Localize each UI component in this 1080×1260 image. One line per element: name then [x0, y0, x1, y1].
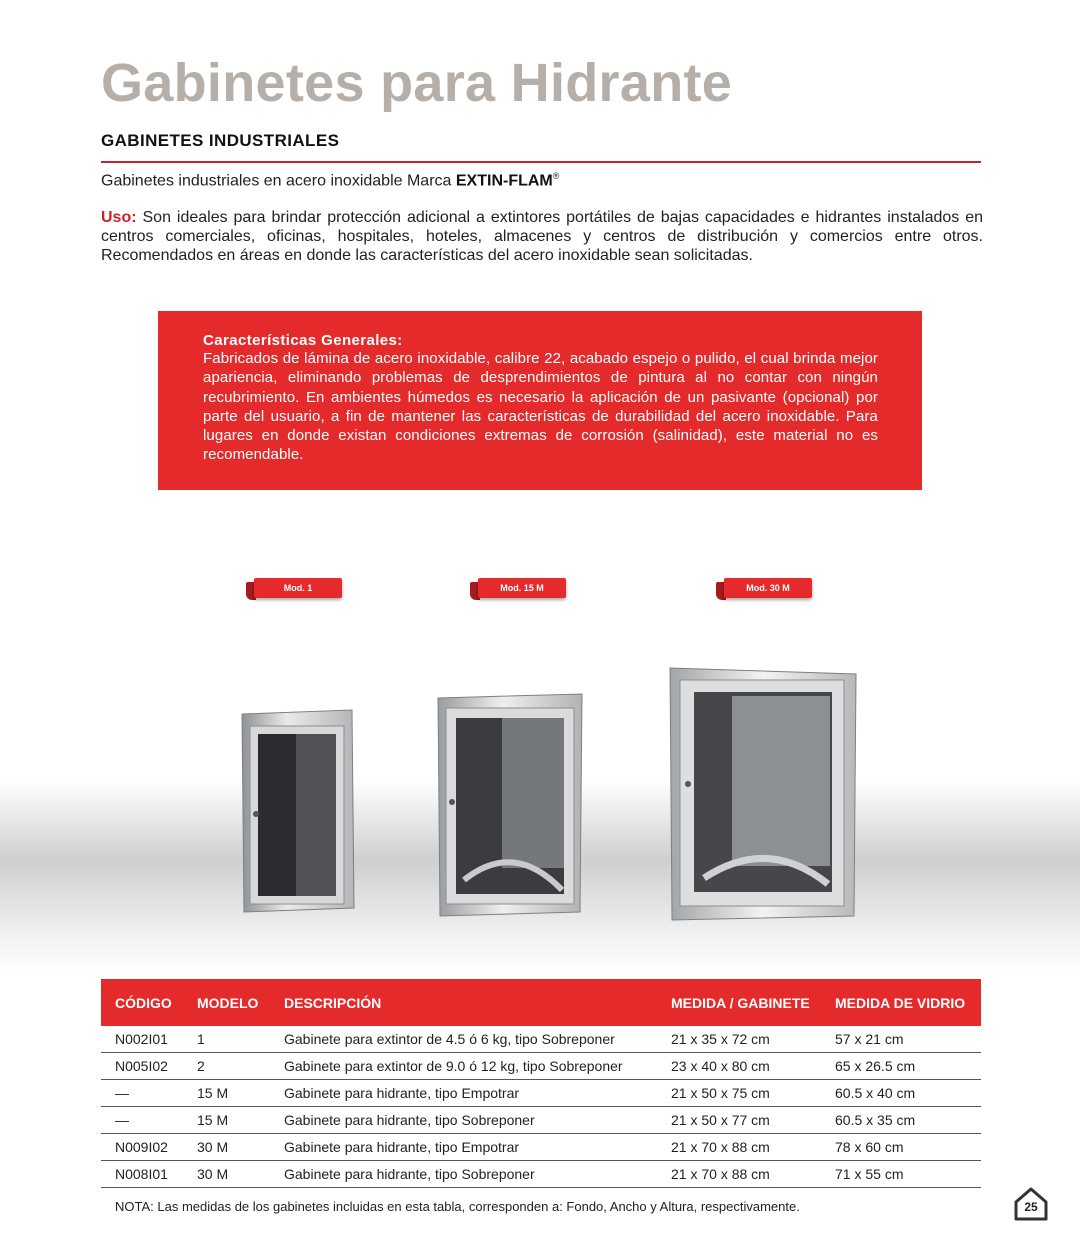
header-modelo: MODELO — [183, 979, 270, 1026]
header-descripcion: DESCRIPCIÓN — [270, 979, 657, 1026]
cell-modelo: 15 M — [183, 1080, 270, 1107]
table-row — [101, 1161, 981, 1188]
table-row — [101, 1026, 981, 1053]
table-row — [101, 1080, 981, 1107]
cell-codigo: N002I01 — [101, 1026, 183, 1053]
cell-medida-gabinete: 21 x 50 x 75 cm — [657, 1080, 821, 1107]
usage-label: Uso: — [101, 209, 137, 226]
cell-descripcion: Gabinete para extintor de 4.5 ó 6 kg, tipo Sobreponer — [270, 1026, 657, 1053]
features-box — [158, 311, 922, 490]
cell-medida-vidrio: 60.5 x 40 cm — [821, 1080, 981, 1107]
cell-codigo: — — [101, 1107, 183, 1134]
cell-modelo: 2 — [183, 1053, 270, 1080]
cell-medida-vidrio: 57 x 21 cm — [821, 1026, 981, 1053]
cell-codigo: N005I02 — [101, 1053, 183, 1080]
section-title: GABINETES INDUSTRIALES — [101, 131, 340, 150]
brand-name: EXTIN-FLAM — [455, 172, 553, 190]
table-row — [101, 1134, 981, 1161]
cell-descripcion: Gabinete para hidrante, tipo Empotrar — [270, 1080, 657, 1107]
cell-medida-vidrio: 60.5 x 35 cm — [821, 1107, 981, 1134]
cell-modelo: 15 M — [183, 1107, 270, 1134]
cell-modelo: 30 M — [183, 1161, 270, 1188]
header-medida-vidrio: MEDIDA DE VIDRIO — [821, 979, 981, 1026]
page-number-badge — [1011, 1184, 1051, 1224]
model-tag-30m: Mod. 30 M — [724, 578, 812, 598]
table-header-row — [101, 979, 981, 1026]
cell-descripcion: Gabinete para hidrante, tipo Empotrar — [270, 1134, 657, 1161]
cell-codigo: N008I01 — [101, 1161, 183, 1188]
model-tag-15m: Mod. 15 M — [478, 578, 566, 598]
products-table — [101, 979, 981, 1188]
cell-medida-vidrio: 65 x 26.5 cm — [821, 1053, 981, 1080]
features-body: Fabricados de lámina de acero inoxidable, calibre 22, acabado espejo o pulido, el cual brinda mejor apariencia, eliminando problemas de desprendimientos de pintura al no contar con ningún recubrimiento. En ambientes húmedos es necesario la aplicación de un pasivante (opcional) por parte del usuario, a fin de mantener las características de durabilidad del acero inoxidable. Para lugares en donde existan condiciones extremas de corrosión (salinidad), este material no es recomendable. — [203, 350, 878, 464]
cell-medida-gabinete: 23 x 40 x 80 cm — [657, 1053, 821, 1080]
cell-medida-gabinete: 21 x 50 x 77 cm — [657, 1107, 821, 1134]
model-tag-1: Mod. 1 — [254, 578, 342, 598]
cell-medida-gabinete: 21 x 35 x 72 cm — [657, 1026, 821, 1053]
cell-descripcion: Gabinete para extintor de 9.0 ó 12 kg, tipo Sobreponer — [270, 1053, 657, 1080]
cabinet-mod-30m-image — [668, 666, 858, 922]
cabinet-mod-15m-image — [434, 690, 586, 918]
features-title: Características Generales: — [203, 332, 403, 349]
cabinet-mod-1-image — [236, 708, 358, 914]
table-row — [101, 1107, 981, 1134]
cell-medida-gabinete: 21 x 70 x 88 cm — [657, 1134, 821, 1161]
table-note: NOTA: Las medidas de los gabinetes incluidas en esta tabla, corresponden a: Fondo, Ancho y Altura, respectivamente. — [115, 1199, 800, 1214]
cell-medida-vidrio: 71 x 55 cm — [821, 1161, 981, 1188]
header-codigo: CÓDIGO — [101, 979, 183, 1026]
table-row — [101, 1053, 981, 1080]
registered-mark: ® — [552, 171, 560, 181]
intro-line — [101, 171, 559, 190]
page-title: Gabinetes para Hidrante — [101, 53, 733, 113]
section-divider — [101, 161, 981, 163]
header-medida-gabinete: MEDIDA / GABINETE — [657, 979, 821, 1026]
cell-descripcion: Gabinete para hidrante, tipo Sobreponer — [270, 1107, 657, 1134]
cell-descripcion: Gabinete para hidrante, tipo Sobreponer — [270, 1161, 657, 1188]
cell-codigo: N009I02 — [101, 1134, 183, 1161]
cell-modelo: 30 M — [183, 1134, 270, 1161]
usage-text: Son ideales para brindar protección adicional a extintores portátiles de bajas capacidades e hidrantes instalados en centros comerciales, oficinas, hospitales, hoteles, almacenes y centros de distribución y comercios entre otros. Recomendados en áreas en donde las características del acero inoxidable sean solicitadas. — [101, 209, 984, 264]
cell-medida-gabinete: 21 x 70 x 88 cm — [657, 1161, 821, 1188]
cell-medida-vidrio: 78 x 60 cm — [821, 1134, 981, 1161]
usage-paragraph — [101, 208, 983, 265]
cell-codigo: — — [101, 1080, 183, 1107]
cell-modelo: 1 — [183, 1026, 270, 1053]
intro-text: Gabinetes industriales en acero inoxidable Marca — [101, 172, 452, 190]
page-number: 25 — [1024, 1200, 1038, 1214]
